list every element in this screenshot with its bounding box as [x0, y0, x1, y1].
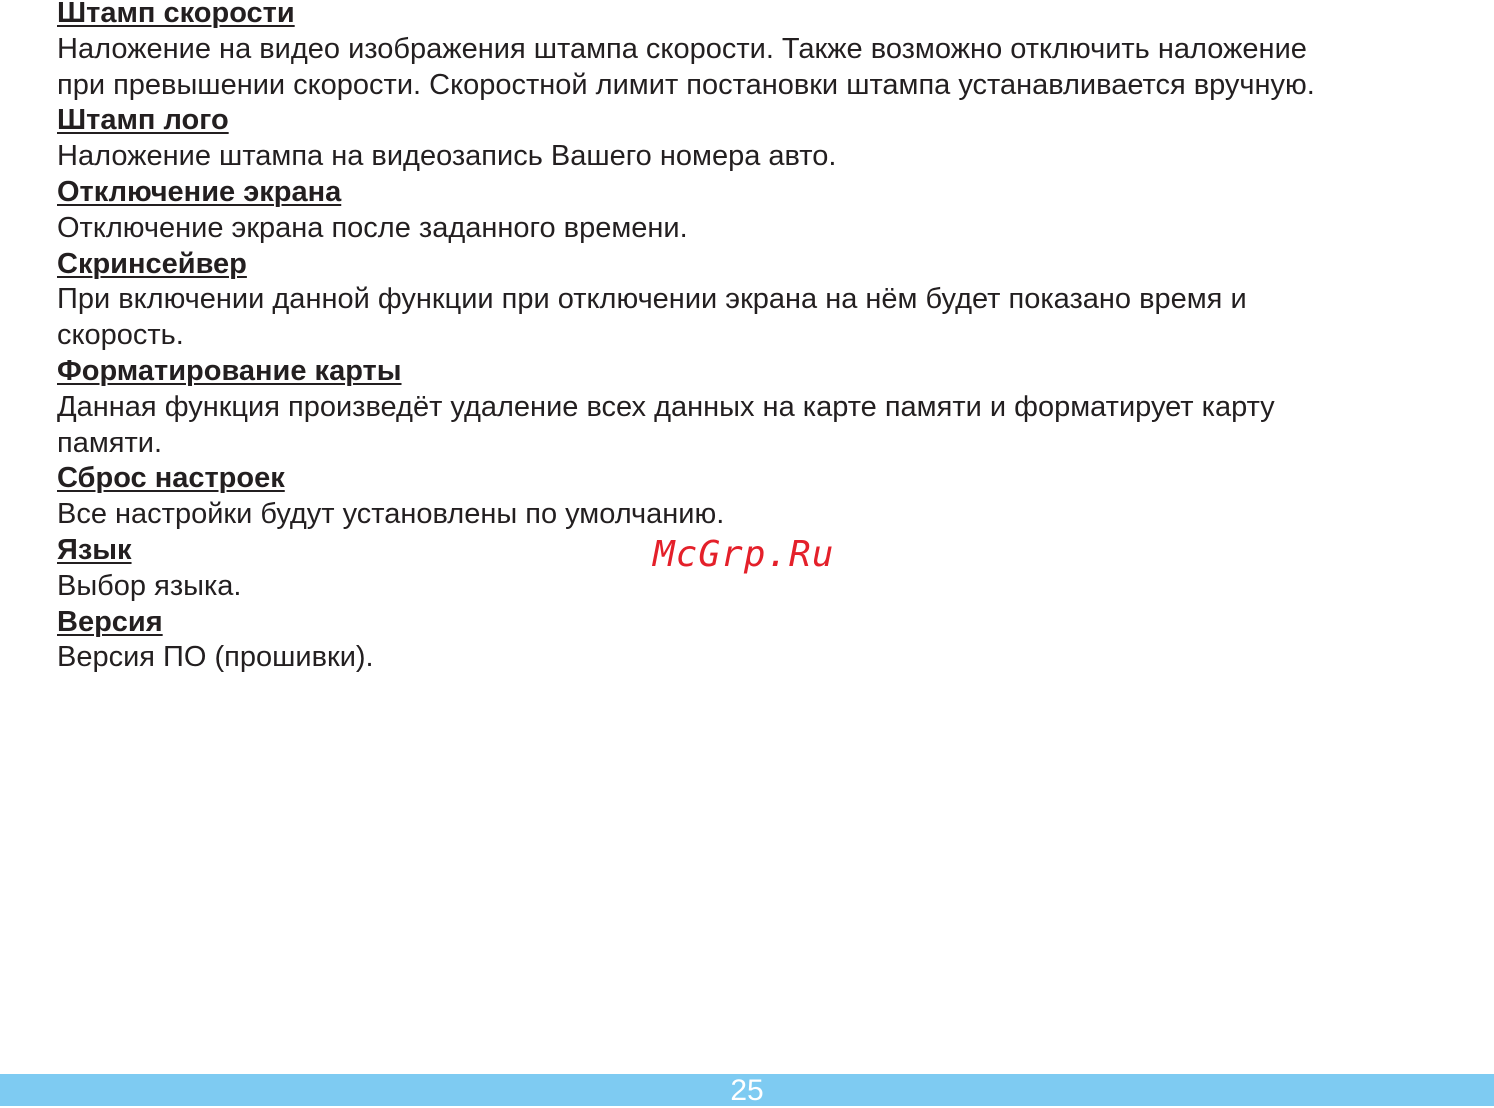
section-heading: Штамп скорости — [57, 0, 295, 29]
section-text-line: Наложение на видео изображения штампа скорости. Также возможно отключить наложение — [57, 32, 1307, 65]
section-screen-off — [57, 175, 1477, 247]
section-heading: Скринсейвер — [57, 247, 247, 280]
page-number: 25 — [730, 1074, 764, 1107]
section-text-line: При включении данной функции при отключении экрана на нём будет показано время и — [57, 283, 1247, 316]
section-text-line: Все настройки будут установлены по умолчанию. — [57, 498, 725, 531]
section-heading: Версия — [57, 605, 163, 638]
section-text-line: Выбор языка. — [57, 569, 242, 602]
section-text-line: при превышении скорости. Скоростной лимит постановки штампа устанавливается вручную. — [57, 68, 1315, 101]
section-heading: Штамп лого — [57, 104, 229, 137]
footer-bar — [0, 1074, 1494, 1106]
section-screensaver — [57, 247, 1477, 354]
section-text-line: скорость. — [57, 319, 184, 352]
section-card-format — [57, 354, 1477, 461]
section-heading: Форматирование карты — [57, 354, 402, 387]
section-version — [57, 605, 1477, 677]
section-heading: Сброс настроек — [57, 462, 285, 495]
section-text-line: Данная функция произведёт удаление всех данных на карте памяти и форматирует карту — [57, 390, 1275, 423]
section-speed-stamp — [57, 0, 1477, 103]
section-text-line: Наложение штампа на видеозапись Вашего номера авто. — [57, 140, 837, 173]
section-text-line: памяти. — [57, 426, 163, 459]
section-reset-settings — [57, 461, 1477, 533]
section-logo-stamp — [57, 103, 1477, 175]
section-text-line: Версия ПО (прошивки). — [57, 641, 374, 674]
section-text-line: Отключение экрана после заданного времени. — [57, 211, 688, 244]
watermark-text: McGrp.Ru — [653, 534, 835, 575]
section-heading: Язык — [57, 533, 132, 566]
section-heading: Отключение экрана — [57, 175, 342, 208]
